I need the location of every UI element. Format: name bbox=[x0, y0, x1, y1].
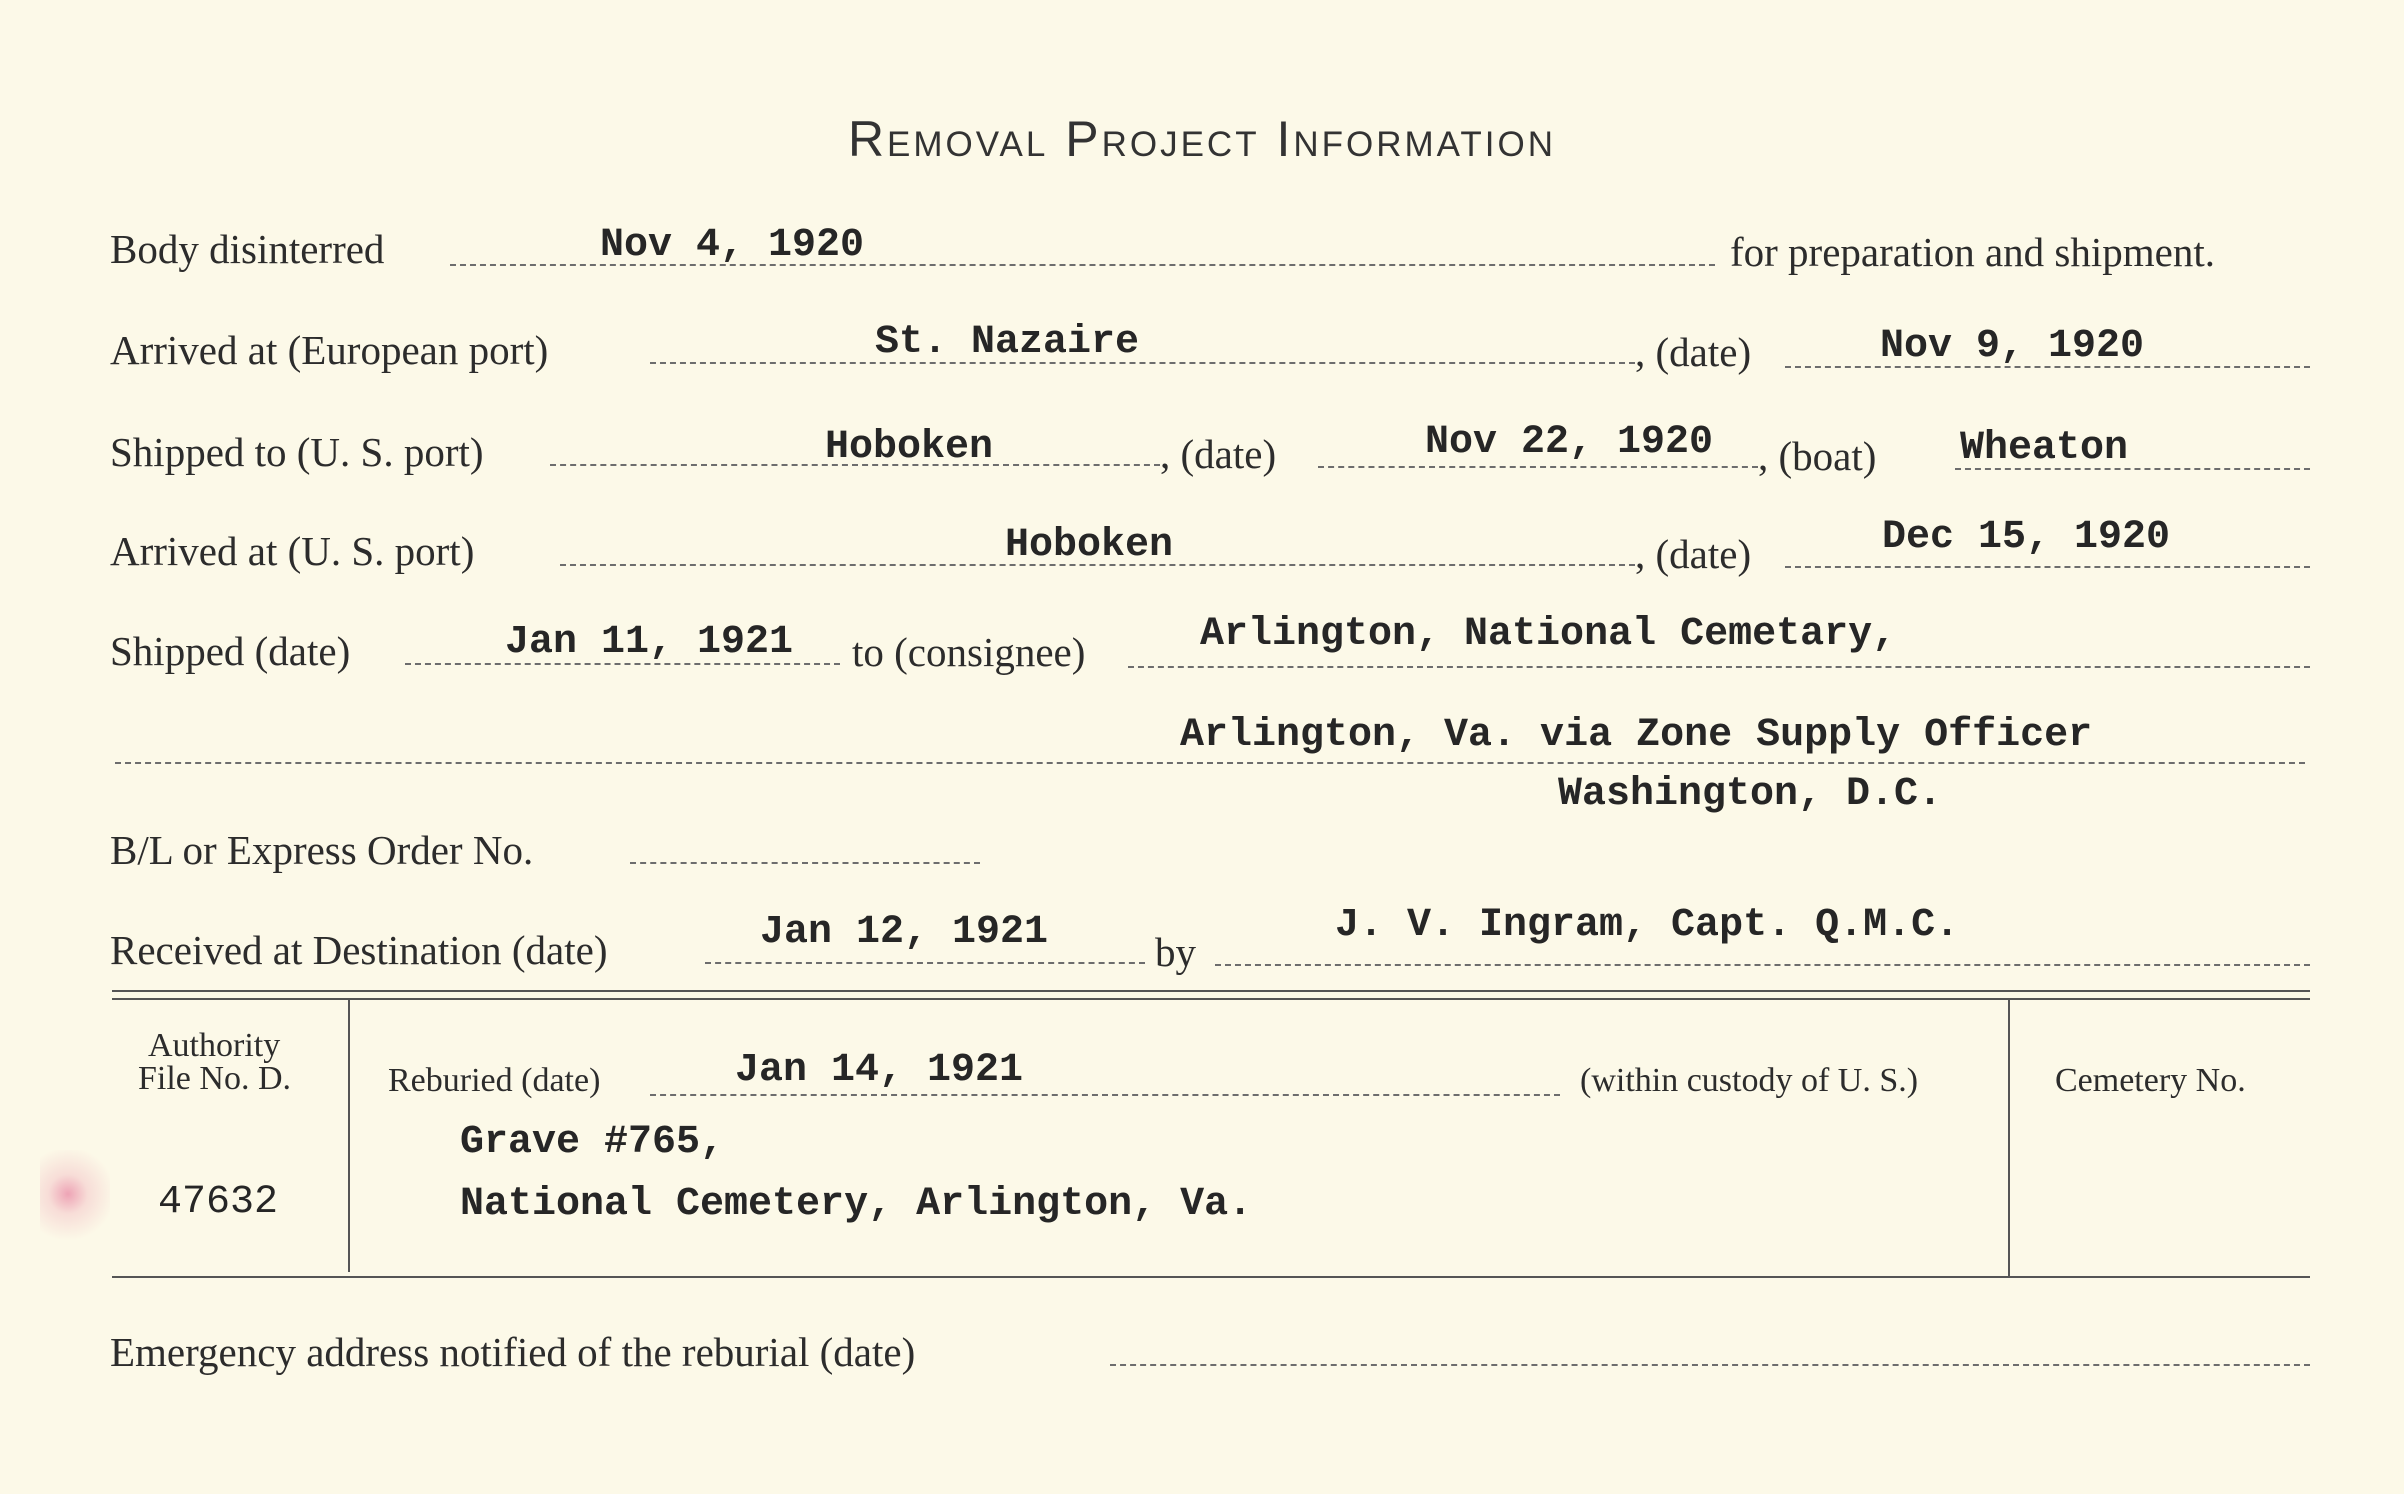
consignee-line3: Washington, D.C. bbox=[1558, 772, 1943, 817]
shipped-us-date-line bbox=[1318, 466, 1758, 468]
shipped-us-label: Shipped to (U. S. port) bbox=[110, 429, 484, 475]
received-label: Received at Destination (date) bbox=[110, 927, 608, 973]
reburied-label: Reburied (date) bbox=[388, 1062, 601, 1099]
consignee-continuation-line bbox=[115, 762, 2305, 764]
emergency-line bbox=[1110, 1364, 2310, 1366]
arrived-eu-line bbox=[650, 362, 1635, 364]
consignee-line2: Arlington, Va. via Zone Supply Officer bbox=[1180, 713, 2093, 758]
shipped-us-date-label: , (date) bbox=[1160, 431, 1277, 477]
disinterred-suffix: for preparation and shipment. bbox=[1730, 229, 2216, 275]
reburied-line bbox=[650, 1094, 1560, 1096]
received-by-line bbox=[1215, 964, 2310, 966]
arrived-us-date-label: , (date) bbox=[1635, 531, 1752, 577]
shipped-us-port: Hoboken bbox=[825, 425, 994, 470]
bl-label: B/L or Express Order No. bbox=[110, 827, 534, 873]
reburied-date: Jan 14, 1921 bbox=[735, 1048, 1024, 1093]
consignee-label: to (consignee) bbox=[852, 629, 1086, 675]
disinterred-label: Body disinterred bbox=[110, 226, 385, 272]
arrived-eu-date-label: , (date) bbox=[1635, 329, 1752, 375]
received-by: J. V. Ingram, Capt. Q.M.C. bbox=[1335, 903, 1960, 948]
box-bottom-rule bbox=[112, 1276, 2310, 1278]
consignee-line1: Arlington, National Cemetary, bbox=[1200, 612, 1897, 657]
received-date: Jan 12, 1921 bbox=[760, 910, 1049, 955]
custody-note: (within custody of U. S.) bbox=[1580, 1062, 1919, 1099]
file-no-value: 47632 bbox=[158, 1180, 279, 1225]
shipped-us-boat-label: , (boat) bbox=[1758, 433, 1877, 479]
arrived-eu-port: St. Nazaire bbox=[875, 320, 1140, 365]
grave-line1: Grave #765, bbox=[460, 1120, 725, 1165]
arrived-us-port: Hoboken bbox=[1005, 523, 1174, 568]
box-divider-right bbox=[2008, 1000, 2010, 1276]
cemetery-no-label: Cemetery No. bbox=[2055, 1062, 2246, 1099]
received-by-label: by bbox=[1155, 929, 1196, 975]
emergency-label: Emergency address notified of the reburial (date) bbox=[110, 1329, 916, 1375]
authority-label: Authority bbox=[148, 1027, 281, 1064]
consignee-line bbox=[1128, 666, 2310, 668]
arrived-eu-date: Nov 9, 1920 bbox=[1880, 324, 2145, 369]
box-divider-left bbox=[348, 1000, 350, 1272]
bl-line bbox=[630, 862, 980, 864]
red-stamp-mark bbox=[40, 1150, 110, 1260]
card-title: Removal Project Information bbox=[847, 111, 1557, 167]
grave-line2: National Cemetery, Arlington, Va. bbox=[460, 1182, 1253, 1227]
arrived-eu-label: Arrived at (European port) bbox=[110, 327, 549, 373]
shipped-date: Jan 11, 1921 bbox=[505, 620, 794, 665]
disinterred-date: Nov 4, 1920 bbox=[600, 223, 865, 268]
shipped-date-label: Shipped (date) bbox=[110, 628, 351, 674]
box-top-rule-inner bbox=[112, 998, 2310, 1000]
shipped-us-boat: Wheaton bbox=[1960, 426, 2129, 471]
arrived-us-date-line bbox=[1785, 566, 2310, 568]
arrived-us-label: Arrived at (U. S. port) bbox=[110, 528, 475, 574]
box-top-rule bbox=[112, 990, 2310, 992]
received-date-line bbox=[705, 962, 1145, 964]
file-no-label: File No. D. bbox=[138, 1060, 291, 1097]
arrived-us-date: Dec 15, 1920 bbox=[1882, 515, 2171, 560]
shipped-us-date: Nov 22, 1920 bbox=[1425, 420, 1714, 465]
